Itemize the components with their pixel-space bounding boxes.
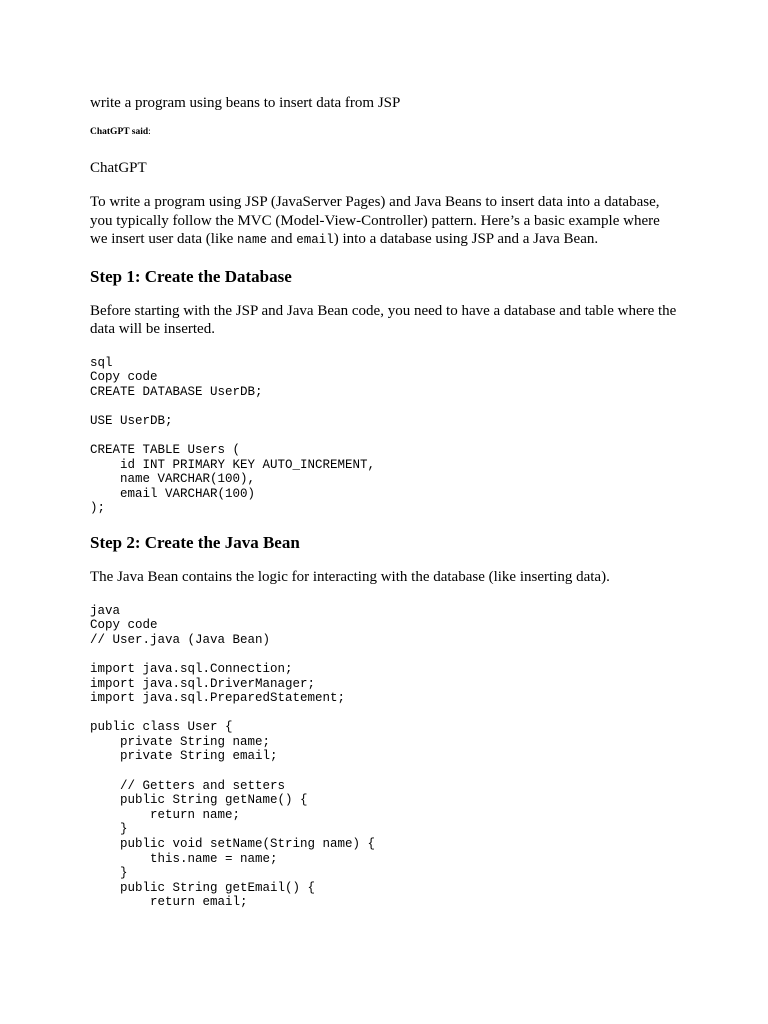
step1-heading: Step 1: Create the Database bbox=[90, 266, 292, 286]
inline-code-name: name bbox=[237, 233, 268, 247]
inline-code-email: email bbox=[296, 233, 334, 247]
step2-heading: Step 2: Create the Java Bean bbox=[90, 533, 300, 553]
intro-text-3: ) into a database using JSP and a Java Bean. bbox=[333, 231, 599, 247]
assistant-said-label bbox=[90, 126, 680, 138]
said-label-colon: : bbox=[148, 127, 151, 137]
assistant-name: ChatGPT bbox=[90, 160, 147, 176]
step2-text: The Java Bean contains the logic for interacting with the database (like inserting data). bbox=[90, 569, 610, 586]
step1-text: Before starting with the JSP and Java Bean code, you need to have a database and table where the data will be inserted. bbox=[90, 302, 677, 337]
user-question: write a program using beans to insert data from JSP bbox=[90, 95, 401, 111]
document-page bbox=[90, 94, 680, 927]
intro-paragraph bbox=[90, 193, 680, 250]
sql-code-block: sql Copy code CREATE DATABASE UserDB; USE UserDB; CREATE TABLE Users ( id INT PRIMARY KEY AUTO_INCREMENT, name VARCHAR(100), email VARCHAR(100) ); bbox=[90, 355, 376, 516]
java-code-block: java Copy code // User.java (Java Bean) import java.sql.Connection; import java.sql.DriverManager; import java.sql.PreparedStatement; public class User { private String name; private String email; // Getters and setters public String getName() { return name; } public void setName(String name) { this.name = name; } public String getEmail() { return email; bbox=[90, 603, 376, 910]
said-label-text: ChatGPT said bbox=[90, 127, 149, 137]
intro-text-1: To write a program using JSP (JavaServer Pages) and Java Beans to insert data into a database, you typically follow the MVC (Model-View-Controller) pattern. Here’s a basic example where we insert user data (like bbox=[90, 194, 660, 247]
intro-text-2: and bbox=[267, 231, 297, 247]
